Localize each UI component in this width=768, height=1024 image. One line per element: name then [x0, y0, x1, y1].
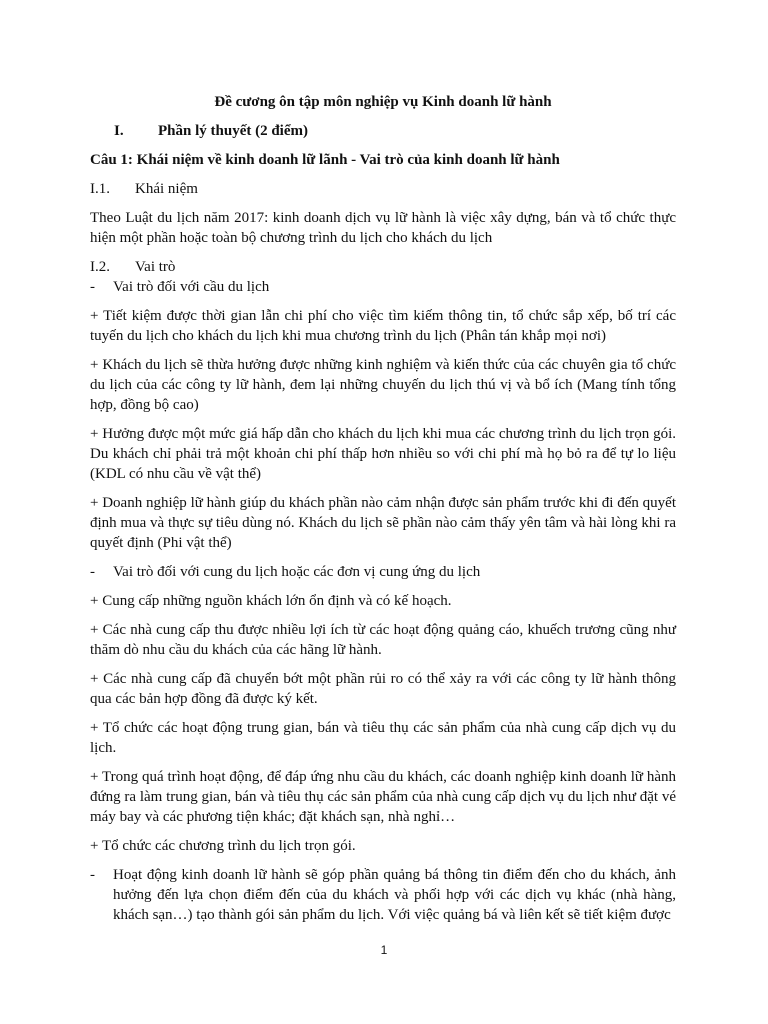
section-heading — [90, 121, 676, 141]
dash-marker: - — [90, 279, 95, 295]
dash-item-text: Hoạt động kinh doanh lữ hành sẽ góp phần quảng bá thông tin điểm đến cho du khách, ảnh hưởng đến lựa chọn điểm đến của du khách và phối hợp với các dịch vụ khác (nhà hàng, khách sạn…) tạo thành gói sản phẩm du lịch. Với việc quảng bá và liên kết sẽ tiết kiệm được — [113, 867, 676, 923]
subsection-heading-concept — [90, 179, 676, 199]
dash-item-demand-role — [90, 277, 676, 297]
dash-item-supply-role — [90, 562, 676, 582]
supply-point: + Tổ chức các hoạt động trung gian, bán và tiêu thụ các sản phẩm của nhà cung cấp dịch vụ du lịch. — [90, 720, 676, 756]
demand-point: + Hưởng được một mức giá hấp dẫn cho khách du lịch khi mua các chương trình du lịch trọn gói. Du khách chỉ phải trả một khoản chi phí thấp hơn nhiều so với chi phí mà họ bỏ ra để tự lo liệu (KDL có nhu cầu về vật thể) — [90, 426, 676, 482]
question-heading: Câu 1: Khái niệm về kinh doanh lữ lãnh - Vai trò của kinh doanh lữ hành — [90, 152, 560, 168]
supply-point: + Trong quá trình hoạt động, để đáp ứng nhu cầu du khách, các doanh nghiệp kinh doanh lữ hành đứng ra làm trung gian, bán và tiêu thụ các sản phẩm của nhà cung cấp dịch vụ du lịch như đặt vé máy bay và các phương tiện khác; đặt khách sạn, nhà nghỉ… — [90, 769, 676, 825]
section-number: I. — [114, 123, 124, 139]
supply-point: + Các nhà cung cấp thu được nhiều lợi ích từ các hoạt động quảng cáo, khuếch trương cũng như thăm dò nhu cầu du khách của các hãng lữ hành. — [90, 622, 676, 658]
concept-paragraph: Theo Luật du lịch năm 2017: kinh doanh dịch vụ lữ hành là việc xây dựng, bán và tổ chức thực hiện một phần hoặc toàn bộ chương trình du lịch cho khách du lịch — [90, 210, 676, 246]
dash-marker: - — [90, 564, 95, 580]
subsection-heading-role — [90, 257, 676, 277]
subsection-label: Vai trò — [135, 259, 176, 275]
demand-point: + Khách du lịch sẽ thừa hưởng được những kinh nghiệm và kiến thức của các chuyên gia tổ chức du lịch của các công ty lữ hành, đem lại những chuyến du lịch thú vị và bổ ích (Mang tính tổng hợp, đồng bộ cao) — [90, 357, 676, 413]
subsection-number: I.1. — [90, 181, 110, 197]
dash-item-text: Vai trò đối với cầu du lịch — [113, 279, 270, 295]
demand-point: + Tiết kiệm được thời gian lẫn chi phí cho việc tìm kiếm thông tin, tổ chức sắp xếp, bố trí các tuyến du lịch cho khách du lịch khi mua chương trình du lịch (Phân tán khắp mọi nơi) — [90, 308, 676, 344]
supply-point: + Cung cấp những nguồn khách lớn ổn định và có kế hoạch. — [90, 593, 452, 609]
subsection-number: I.2. — [90, 259, 110, 275]
supply-point: + Tổ chức các chương trình du lịch trọn gói. — [90, 838, 356, 854]
demand-point: + Doanh nghiệp lữ hành giúp du khách phần nào cảm nhận được sản phẩm trước khi đi đến quyết định mua và thực sự tiêu dùng nó. Khách du lịch sẽ phần nào cảm thấy yên tâm và hài lòng khi ra quyết định (Phi vật thể) — [90, 495, 676, 551]
page-content — [90, 92, 676, 934]
dash-marker: - — [90, 867, 95, 883]
section-label: Phần lý thuyết (2 điểm) — [158, 123, 308, 139]
supply-point: + Các nhà cung cấp đã chuyển bớt một phần rủi ro có thể xảy ra với các công ty lữ hành thông qua các bản hợp đồng đã được ký kết. — [90, 671, 676, 707]
dash-item-text: Vai trò đối với cung du lịch hoặc các đơn vị cung ứng du lịch — [113, 564, 481, 580]
page-number: 1 — [380, 943, 388, 957]
subsection-label: Khái niệm — [135, 181, 198, 197]
document-title: Đề cương ôn tập môn nghiệp vụ Kinh doanh lữ hành — [214, 94, 552, 110]
dash-item-destination-promotion — [90, 865, 676, 925]
